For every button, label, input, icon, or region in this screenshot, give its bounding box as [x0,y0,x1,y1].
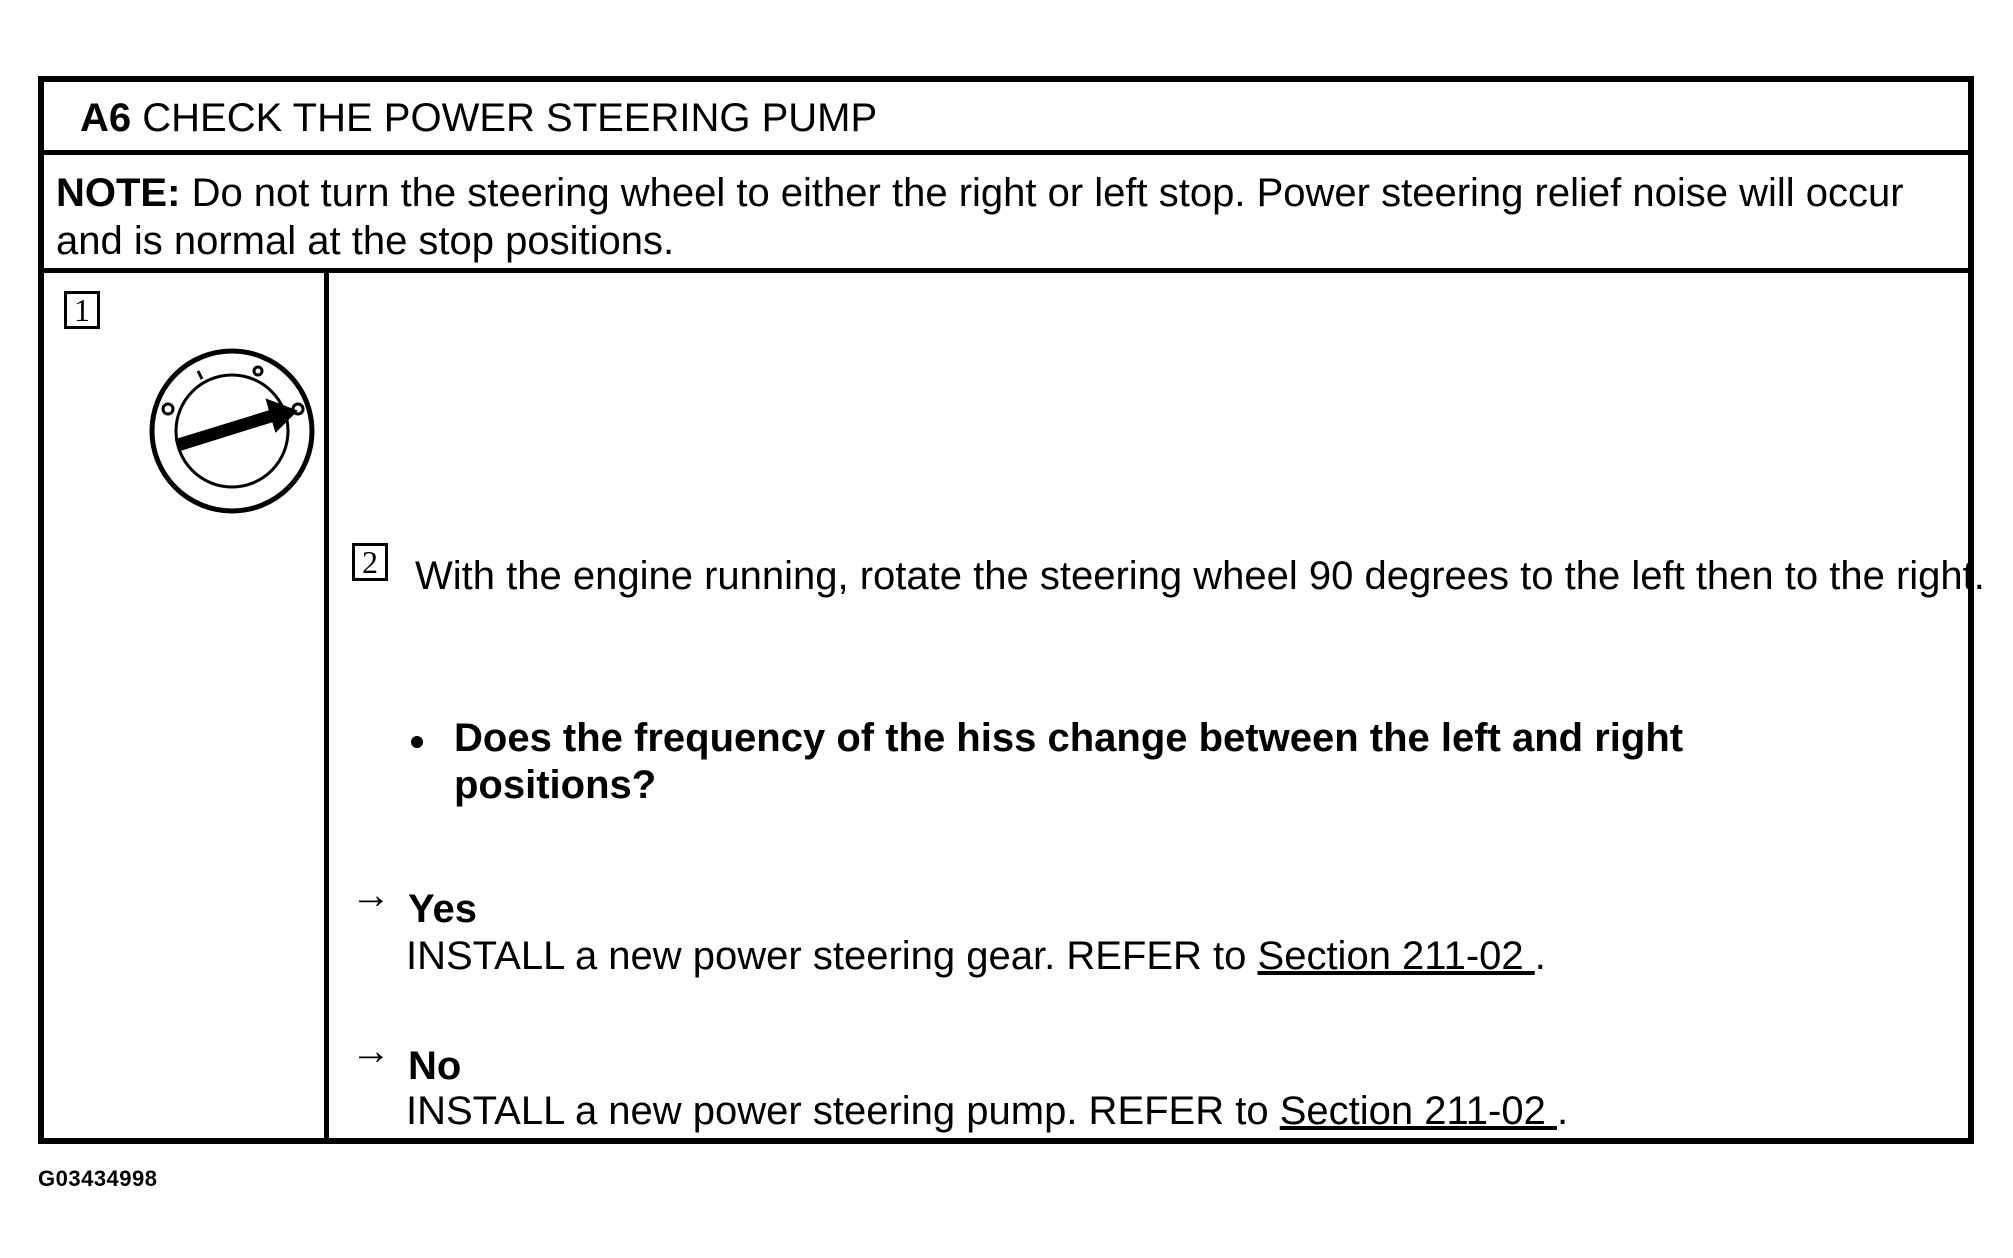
instruction-column [329,273,1985,1138]
note-text: Do not turn the steering wheel to either the right or left stop. Power steering relief noise will occur and is normal at the stop positions. [56,171,1904,263]
instruction-text: With the engine running, rotate the steering wheel 90 degrees to the left then to the right. [415,554,1985,598]
diagnostic-step-table [38,76,1985,1144]
answer-no-period: . [1556,1089,1569,1133]
step-marker-2: 2 [352,543,388,581]
question-text: Does the frequency of the hiss change between the left and right positions? [454,716,1684,807]
answer-yes-period: . [1534,934,1546,978]
answer-no-label: No [408,1044,462,1088]
arrow-icon: → [351,873,391,917]
step-title: CHECK THE POWER STEERING PUMP [142,96,878,140]
document-id: G03434998 [38,1166,158,1191]
section-link-no[interactable]: Section 211-02 [1279,1089,1557,1133]
section-link-yes[interactable]: Section 211-02 [1257,934,1535,978]
step-header [44,82,1968,155]
answer-no-action [406,1088,1568,1135]
illustration-column [44,273,329,1138]
arrow-icon: → [351,1029,391,1073]
note-label: NOTE: [56,171,181,215]
answer-yes-action [406,933,1546,980]
bullet [411,736,423,748]
answer-no-text: INSTALL a new power steering pump. REFER to [406,1089,1269,1133]
step-number: A6 [80,96,132,140]
answer-yes-text: INSTALL a new power steering gear. REFER to [406,934,1247,978]
ignition-key-icon [146,345,318,517]
answer-yes-label: Yes [408,887,477,931]
step-marker-1: 1 [64,291,100,329]
note [44,155,1968,273]
